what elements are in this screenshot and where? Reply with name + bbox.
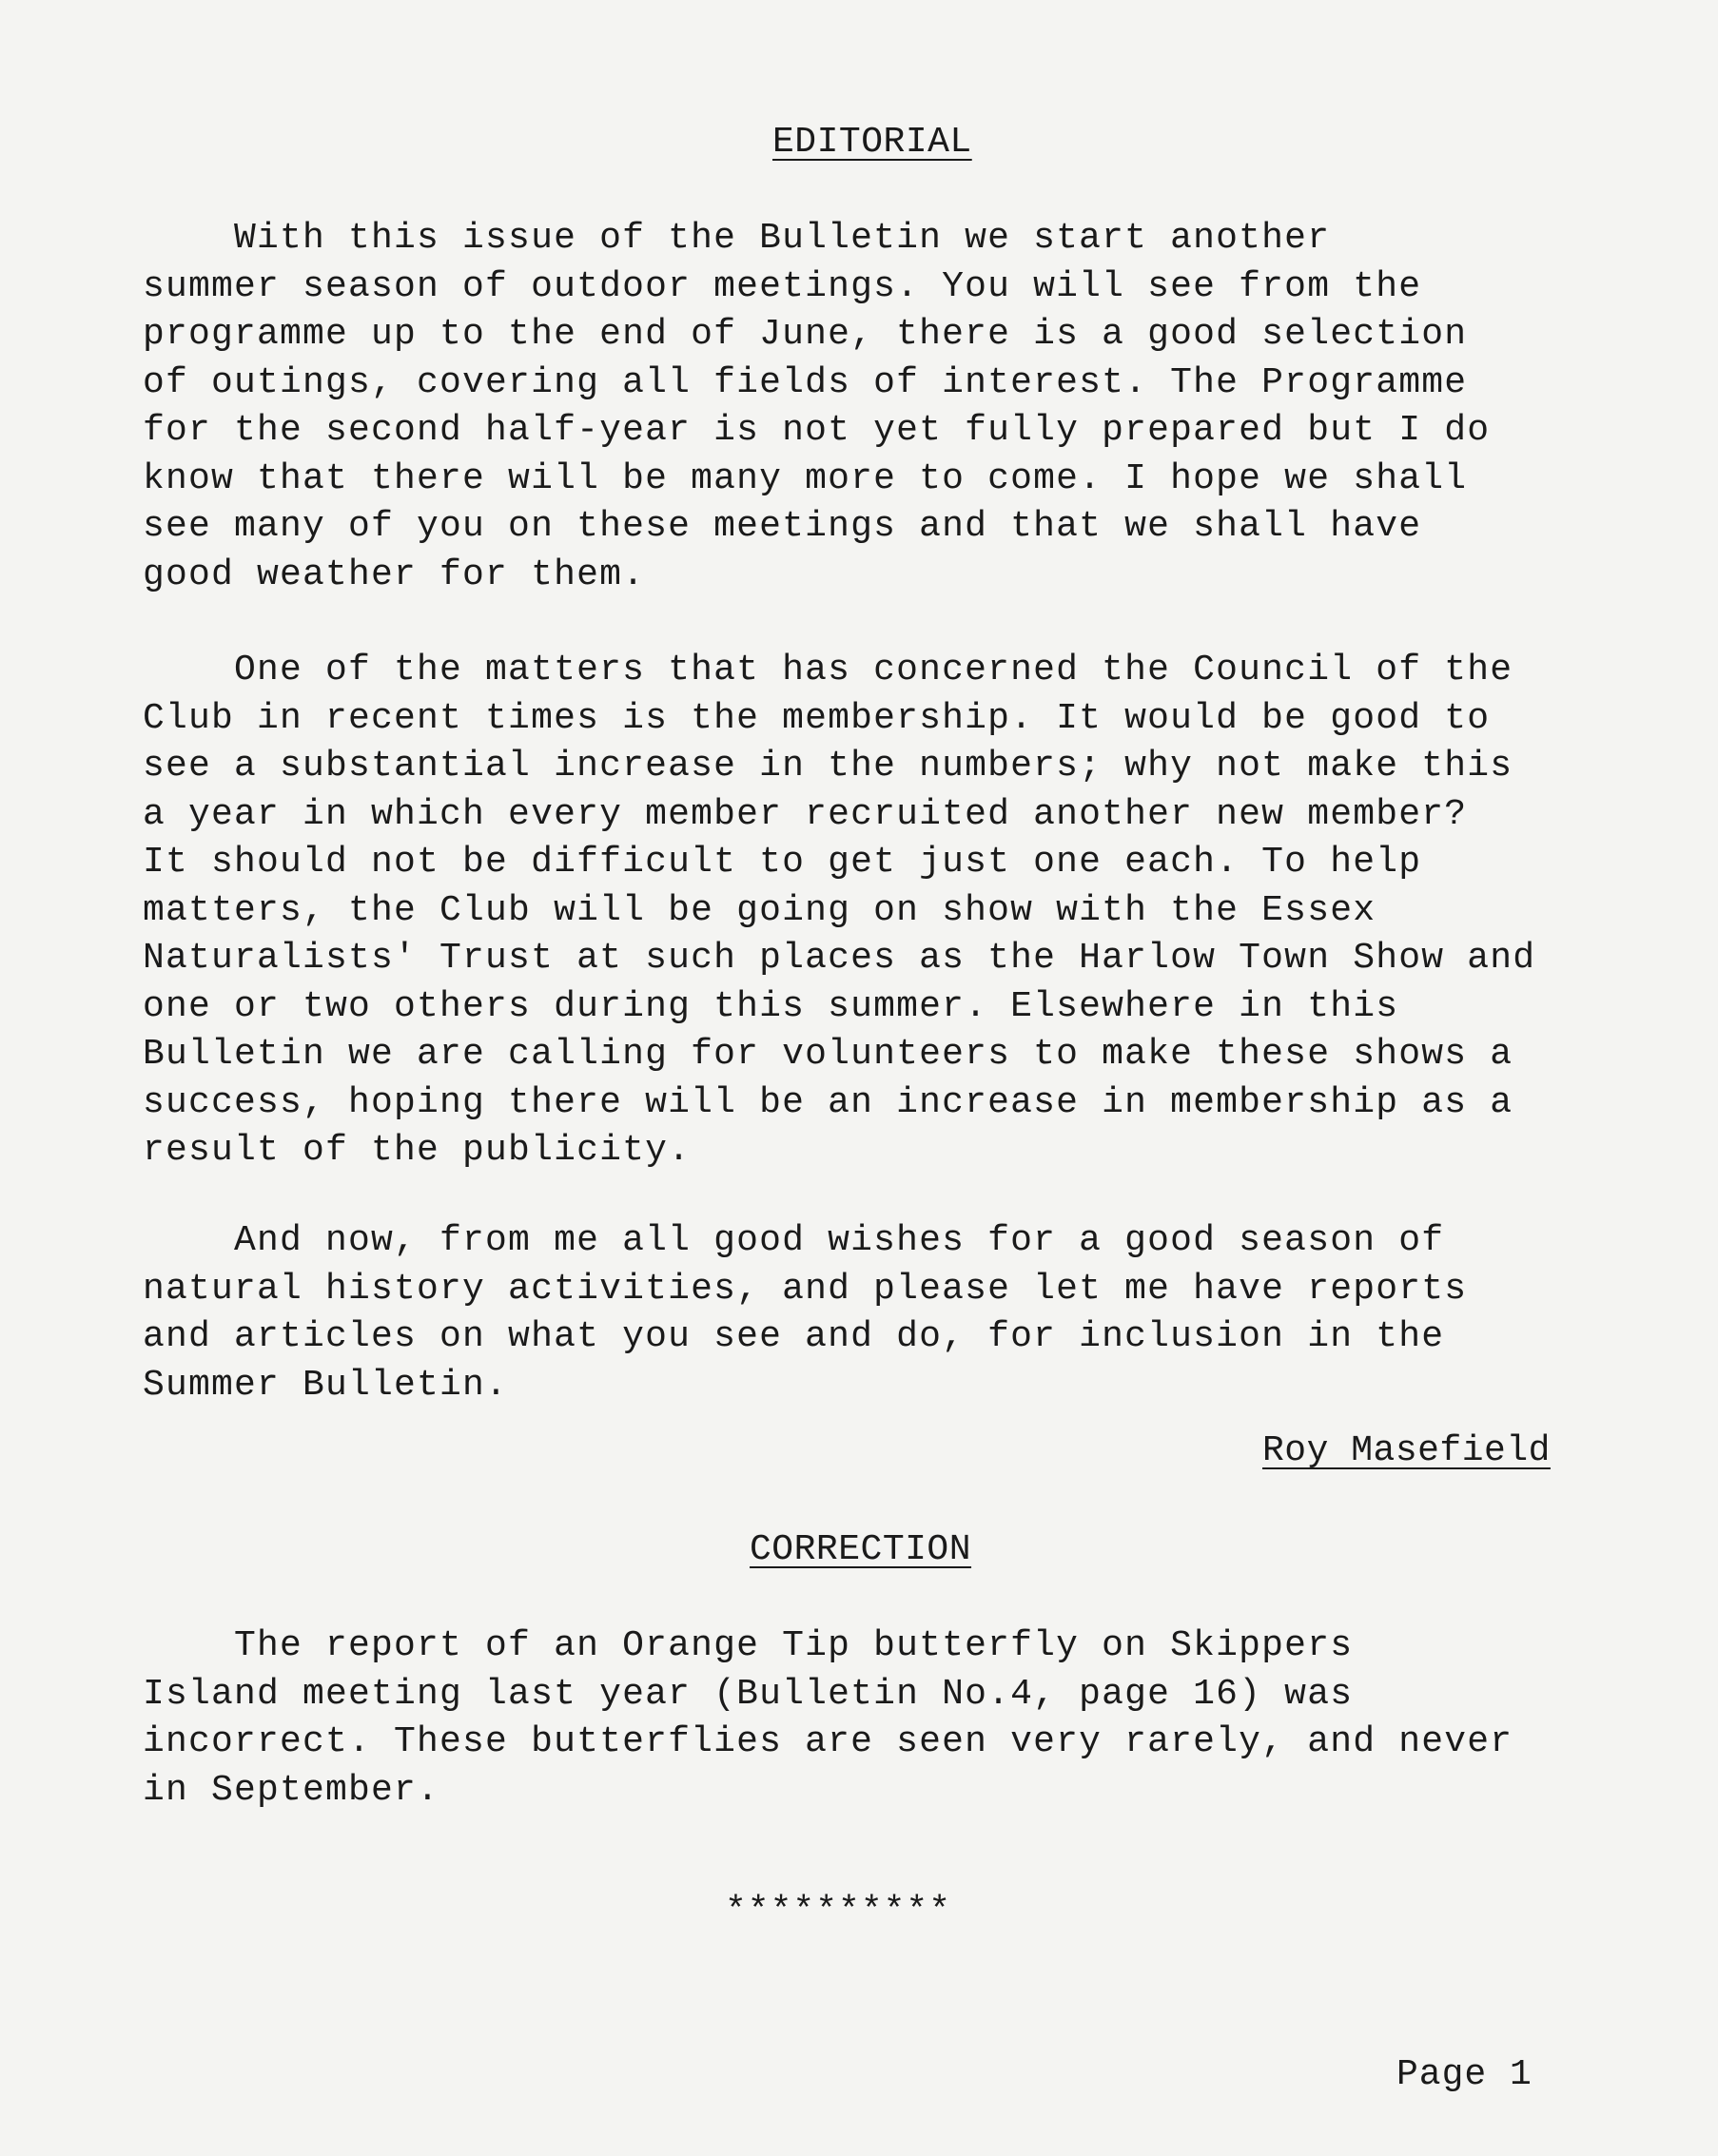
editorial-paragraph-3 [143,1217,1627,1409]
text-line: Club in recent times is the membership. It would be good to [143,697,1491,739]
text-line: good weather for them. [143,554,646,595]
text-line: know that there will be many more to come. I hope we shall [143,457,1468,499]
text-line: matters, the Club will be going on show with the Essex [143,889,1376,931]
correction-paragraph [143,1622,1627,1815]
text-line: for the second half-year is not yet fully prepared but I do [143,410,1491,451]
text-line: success, hoping there will be an increase in membership as a [143,1081,1513,1123]
page-number: Page 1 [1396,2054,1533,2095]
text-line: One of the matters that has concerned the Council of the [143,650,1513,690]
section-separator: ********** [725,1891,952,1932]
text-line: a year in which every member recruited another new member? [143,793,1468,835]
correction-heading: CORRECTION [750,1529,972,1570]
text-line: result of the publicity. [143,1130,692,1171]
text-line: of outings, covering all fields of interest. The Programme [143,361,1468,403]
text-line: natural history activities, and please let me have reports [143,1268,1468,1310]
text-line: see many of you on these meetings and that we shall have [143,506,1422,547]
editorial-paragraph-1 [143,215,1627,599]
text-line: It should not be difficult to get just one each. To help [143,842,1422,883]
text-line: and articles on what you see and do, for inclusion in the [143,1316,1445,1357]
text-line: incorrect. These butterflies are seen very rarely, and never [143,1721,1513,1762]
text-line: one or two others during this summer. Elsewhere in this [143,985,1399,1027]
text-line: summer season of outdoor meetings. You will see from the [143,265,1422,307]
text-line: And now, from me all good wishes for a good season of [143,1220,1445,1261]
editorial-heading: EDITORIAL [772,122,972,163]
text-line: in September. [143,1769,440,1811]
text-line: The report of an Orange Tip butterfly on Skippers [143,1625,1354,1666]
text-line: programme up to the end of June, there is a good selection [143,314,1468,355]
text-line: see a substantial increase in the numbers; why not make this [143,746,1513,787]
text-line: With this issue of the Bulletin we start another [143,218,1331,259]
text-line: Naturalists' Trust at such places as the Harlow Town Show and [143,938,1536,979]
text-line: Summer Bulletin. [143,1364,509,1406]
editorial-paragraph-2 [143,647,1627,1175]
editor-signature: Roy Masefield [1262,1430,1551,1471]
text-line: Island meeting last year (Bulletin No.4, page 16) was [143,1673,1354,1715]
text-line: Bulletin we are calling for volunteers to make these shows a [143,1034,1513,1075]
